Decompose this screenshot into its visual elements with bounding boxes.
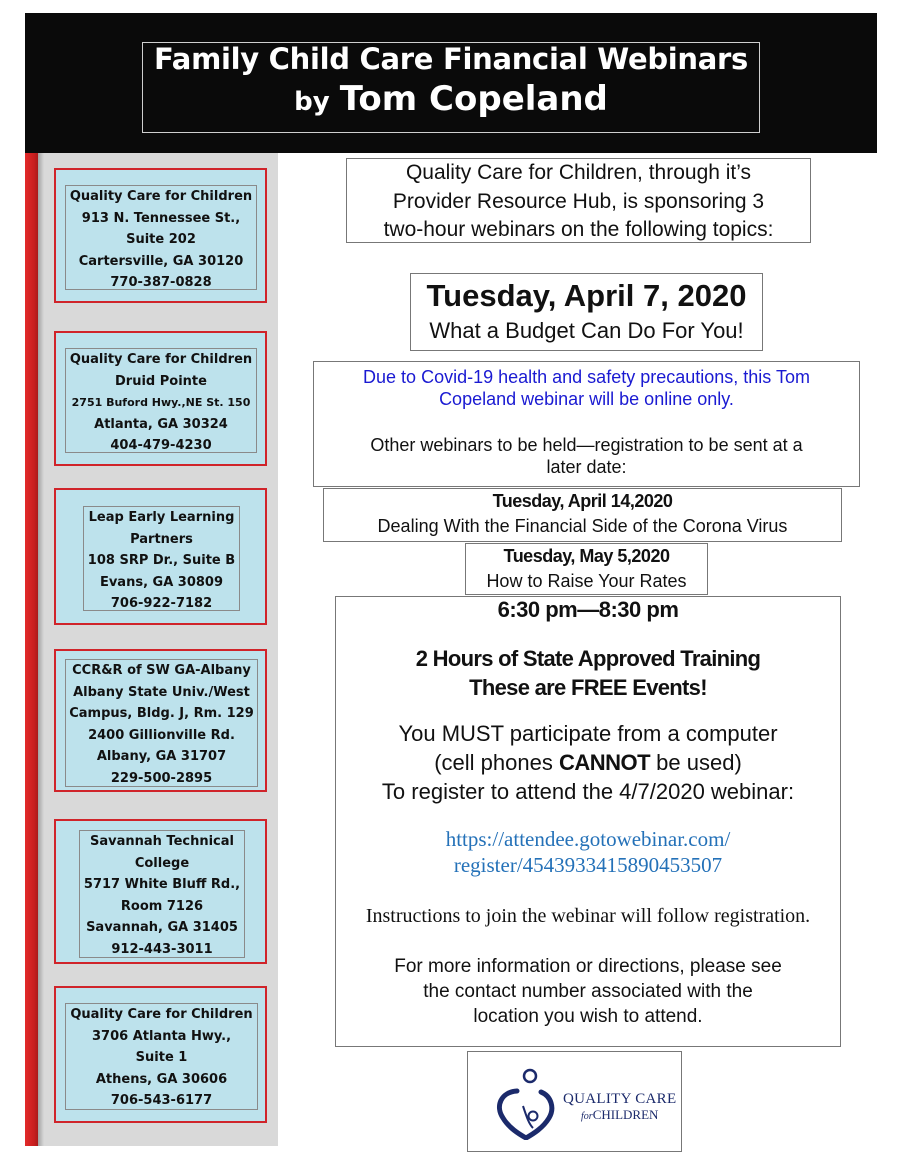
cellphone-note: (cell phones CANNOT be used)	[434, 750, 742, 775]
join-instructions: Instructions to join the webinar will follow registration.	[365, 905, 811, 927]
location-name: Quality Care for Children	[69, 189, 253, 204]
location-city: Savannah, GA 31405	[86, 920, 238, 935]
logo-line: forCHILDREN	[581, 1107, 659, 1122]
webinar-date: Tuesday, May 5,2020	[503, 546, 670, 566]
location-card-albany	[54, 649, 267, 792]
sponsor-logo	[467, 1051, 682, 1152]
webinar-topic: Dealing With the Financial Side of the Corona Virus	[377, 516, 788, 536]
location-phone: 706-543-6177	[110, 1093, 213, 1108]
details-box	[335, 596, 841, 1047]
other-webinars-note: Other webinars to be held—registration to be sent at a	[370, 435, 803, 455]
location-card-athens	[54, 986, 267, 1123]
location-name-cont: College	[134, 855, 190, 871]
by-label: by	[294, 87, 330, 117]
webinar-topic: How to Raise Your Rates	[486, 571, 687, 591]
other-webinars-note: later date:	[546, 457, 627, 477]
location-city: Atlanta, GA 30324	[94, 416, 228, 432]
logo-text	[563, 1092, 676, 1124]
location-city: Athens, GA 30606	[95, 1071, 228, 1087]
location-campus: Albany State Univ./West	[73, 684, 250, 700]
location-city: Cartersville, GA 30120	[78, 253, 244, 269]
featured-date: Tuesday, April 7, 2020	[426, 278, 747, 313]
location-phone: 404-479-4230	[110, 438, 212, 453]
registration-url[interactable]: register/4543933415890453507	[453, 853, 723, 877]
webinar-date: Tuesday, April 14,2020	[492, 491, 673, 511]
author-name: Tom Copeland	[339, 79, 608, 119]
more-info-line: the contact number associated with the	[423, 981, 753, 1002]
location-street: 108 SRP Dr., Suite B	[87, 553, 236, 568]
training-info	[336, 644, 840, 702]
location-phone: 770-387-0828	[110, 275, 212, 290]
requirements	[336, 719, 840, 806]
more-info	[336, 954, 840, 1029]
location-card-atlanta	[54, 331, 267, 466]
location-card-evans	[54, 488, 267, 625]
intro-text: two-hour webinars on the following topics:	[383, 218, 774, 241]
webinar-box-april-14	[323, 488, 842, 542]
featured-webinar-box	[410, 273, 763, 351]
location-street: 2751 Buford Hwy.,NE St. 150	[71, 396, 251, 409]
location-address	[65, 659, 258, 787]
intro-text: Provider Resource Hub, is sponsoring 3	[392, 189, 765, 213]
location-card-cartersville	[54, 168, 267, 303]
header-banner	[25, 13, 877, 153]
intro-box	[346, 158, 811, 243]
location-street: 913 N. Tennessee St.,	[81, 210, 241, 226]
register-prompt: To register to attend the 4/7/2020 webinar:	[381, 779, 795, 804]
page-title: Family Child Care Financial Webinars	[153, 42, 748, 76]
webinar-time: 6:30 pm—8:30 pm	[497, 597, 679, 622]
location-street: 5717 White Bluff Rd.,	[83, 877, 241, 892]
computer-requirement: You MUST participate from a computer	[398, 721, 778, 746]
location-address	[65, 185, 257, 290]
location-address	[65, 1003, 258, 1110]
notice-box	[313, 361, 860, 487]
location-phone: 912-443-3011	[111, 941, 213, 957]
location-city: Evans, GA 30809	[99, 574, 224, 590]
location-phone: 229-500-2895	[110, 770, 213, 786]
author-line	[143, 75, 759, 126]
location-suite: Suite 202	[126, 232, 196, 247]
intro-text: Quality Care for Children, through it’s	[405, 161, 752, 184]
free-events-note: These are FREE Events!	[469, 675, 707, 700]
covid-notice	[314, 362, 859, 410]
location-street: 3706 Atlanta Hwy.,	[91, 1028, 232, 1044]
more-info-line: location you wish to attend.	[473, 1006, 703, 1027]
location-name: Quality Care for Children	[70, 1007, 253, 1022]
location-room: Room 7126	[120, 898, 204, 914]
location-name: Savannah Technical	[89, 834, 234, 849]
sidebar-shadow	[38, 153, 44, 1146]
location-street: 2400 Gillionville Rd.	[88, 727, 235, 743]
location-name: Quality Care for Children	[69, 352, 253, 367]
covid-notice-line: Copeland webinar will be online only.	[439, 389, 734, 409]
sidebar-red-stripe	[25, 153, 38, 1146]
training-hours: 2 Hours of State Approved Training	[415, 646, 761, 671]
location-building: Druid Pointe	[115, 373, 207, 389]
location-phone: 706-922-7182	[110, 596, 213, 611]
header-title-box	[142, 42, 760, 133]
webinar-box-may-5	[465, 543, 708, 595]
location-address	[79, 830, 245, 958]
location-name: Leap Early Learning	[88, 510, 235, 525]
registration-link[interactable]	[336, 826, 840, 878]
covid-notice-line: Due to Covid-19 health and safety precautions, this Tom	[363, 367, 810, 387]
registration-url[interactable]: https://attendee.gotowebinar.com/	[445, 827, 731, 851]
location-card-savannah	[54, 819, 267, 964]
location-building: Campus, Bldg. J, Rm. 129	[69, 706, 254, 721]
logo-line: QUALITY CARE	[563, 1091, 677, 1107]
more-info-line: For more information or directions, please see	[394, 956, 782, 977]
location-suite: Suite 1	[135, 1050, 188, 1065]
location-address	[83, 506, 240, 611]
location-city: Albany, GA 31707	[96, 749, 227, 764]
location-address	[65, 348, 257, 453]
location-name: CCR&R of SW GA-Albany	[72, 663, 251, 678]
featured-topic: What a Budget Can Do For You!	[429, 318, 744, 343]
location-name-cont: Partners	[130, 531, 193, 547]
family-heart-icon	[493, 1066, 559, 1140]
